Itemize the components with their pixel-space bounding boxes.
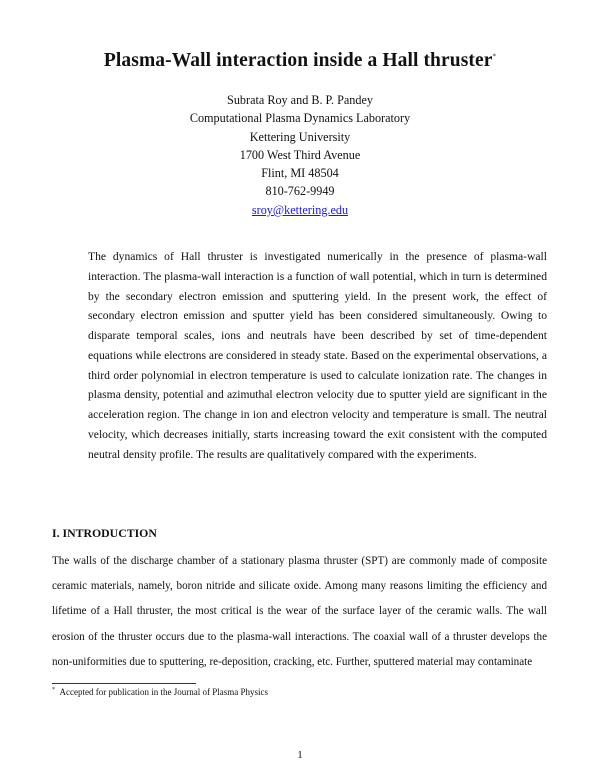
phone-number: 810-762-9949	[265, 184, 335, 199]
page-number: 1	[297, 749, 303, 761]
footnote-text: Accepted for publication in the Journal of Plasma Physics	[59, 687, 268, 697]
footnote-mark: *	[52, 687, 55, 693]
introduction-text: The walls of the discharge chamber of a stationary plasma thruster (SPT) are commonly made of composite ceramic materials, namely, boron nitride and silicate oxide. Among many reasons limiting the efficiency and lifetime of a Hall thruster, the most critical is the wear of the surface layer of the ceramic walls. The wall erosion of the thruster occurs due to the plasma-wall interactions. The coaxial wall of a thruster develops the non-uniformities due to sputtering, re-deposition, cracking, etc. Further, sputtered material may contaminate	[52, 555, 547, 668]
footnote	[52, 687, 268, 697]
introduction-body	[52, 549, 547, 675]
affiliation-university: Kettering University	[249, 129, 351, 144]
paper-title	[0, 50, 600, 72]
address-street: 1700 West Third Avenue	[239, 147, 361, 162]
abstract	[88, 247, 547, 464]
footnote-divider	[52, 683, 196, 684]
title-footnote-mark: *	[492, 52, 497, 61]
email-link[interactable]: sroy@kettering.edu	[251, 202, 349, 217]
abstract-text: The dynamics of Hall thruster is investigated numerically in the presence of plasma-wall interaction. The plasma-wall interaction is a function of wall potential, which in turn is determined by the secondary electron emission and sputtering yield. In the present work, the effect of secondary electron emission and sputter yield has been considered simultaneously. Owing to disparate temporal scales, ions and neutrals have been described by set of time-dependent equations while electrons are considered in steady state. Based on the experimental observations, a third order polynomial in electron temperature is used to calculate ionization rate. The changes in plasma density, potential and azimuthal electron velocity due to sputter yield are significant in the acceleration region. The change in ion and electron velocity and temperature is small. The neutral velocity, which decreases initially, starts increasing toward the exit consistent with the computed neutral density profile. The results are qualitatively compared with the experiments.	[88, 250, 547, 461]
affiliation-lab: Computational Plasma Dynamics Laboratory	[189, 111, 411, 126]
paper-title-text: Plasma-Wall interaction inside a Hall thruster	[103, 50, 493, 71]
author-block	[0, 91, 600, 219]
section-heading-introduction: I. INTRODUCTION	[52, 526, 157, 540]
author-names: Subrata Roy and B. P. Pandey	[227, 93, 373, 107]
address-city: Flint, MI 48504	[261, 166, 339, 181]
